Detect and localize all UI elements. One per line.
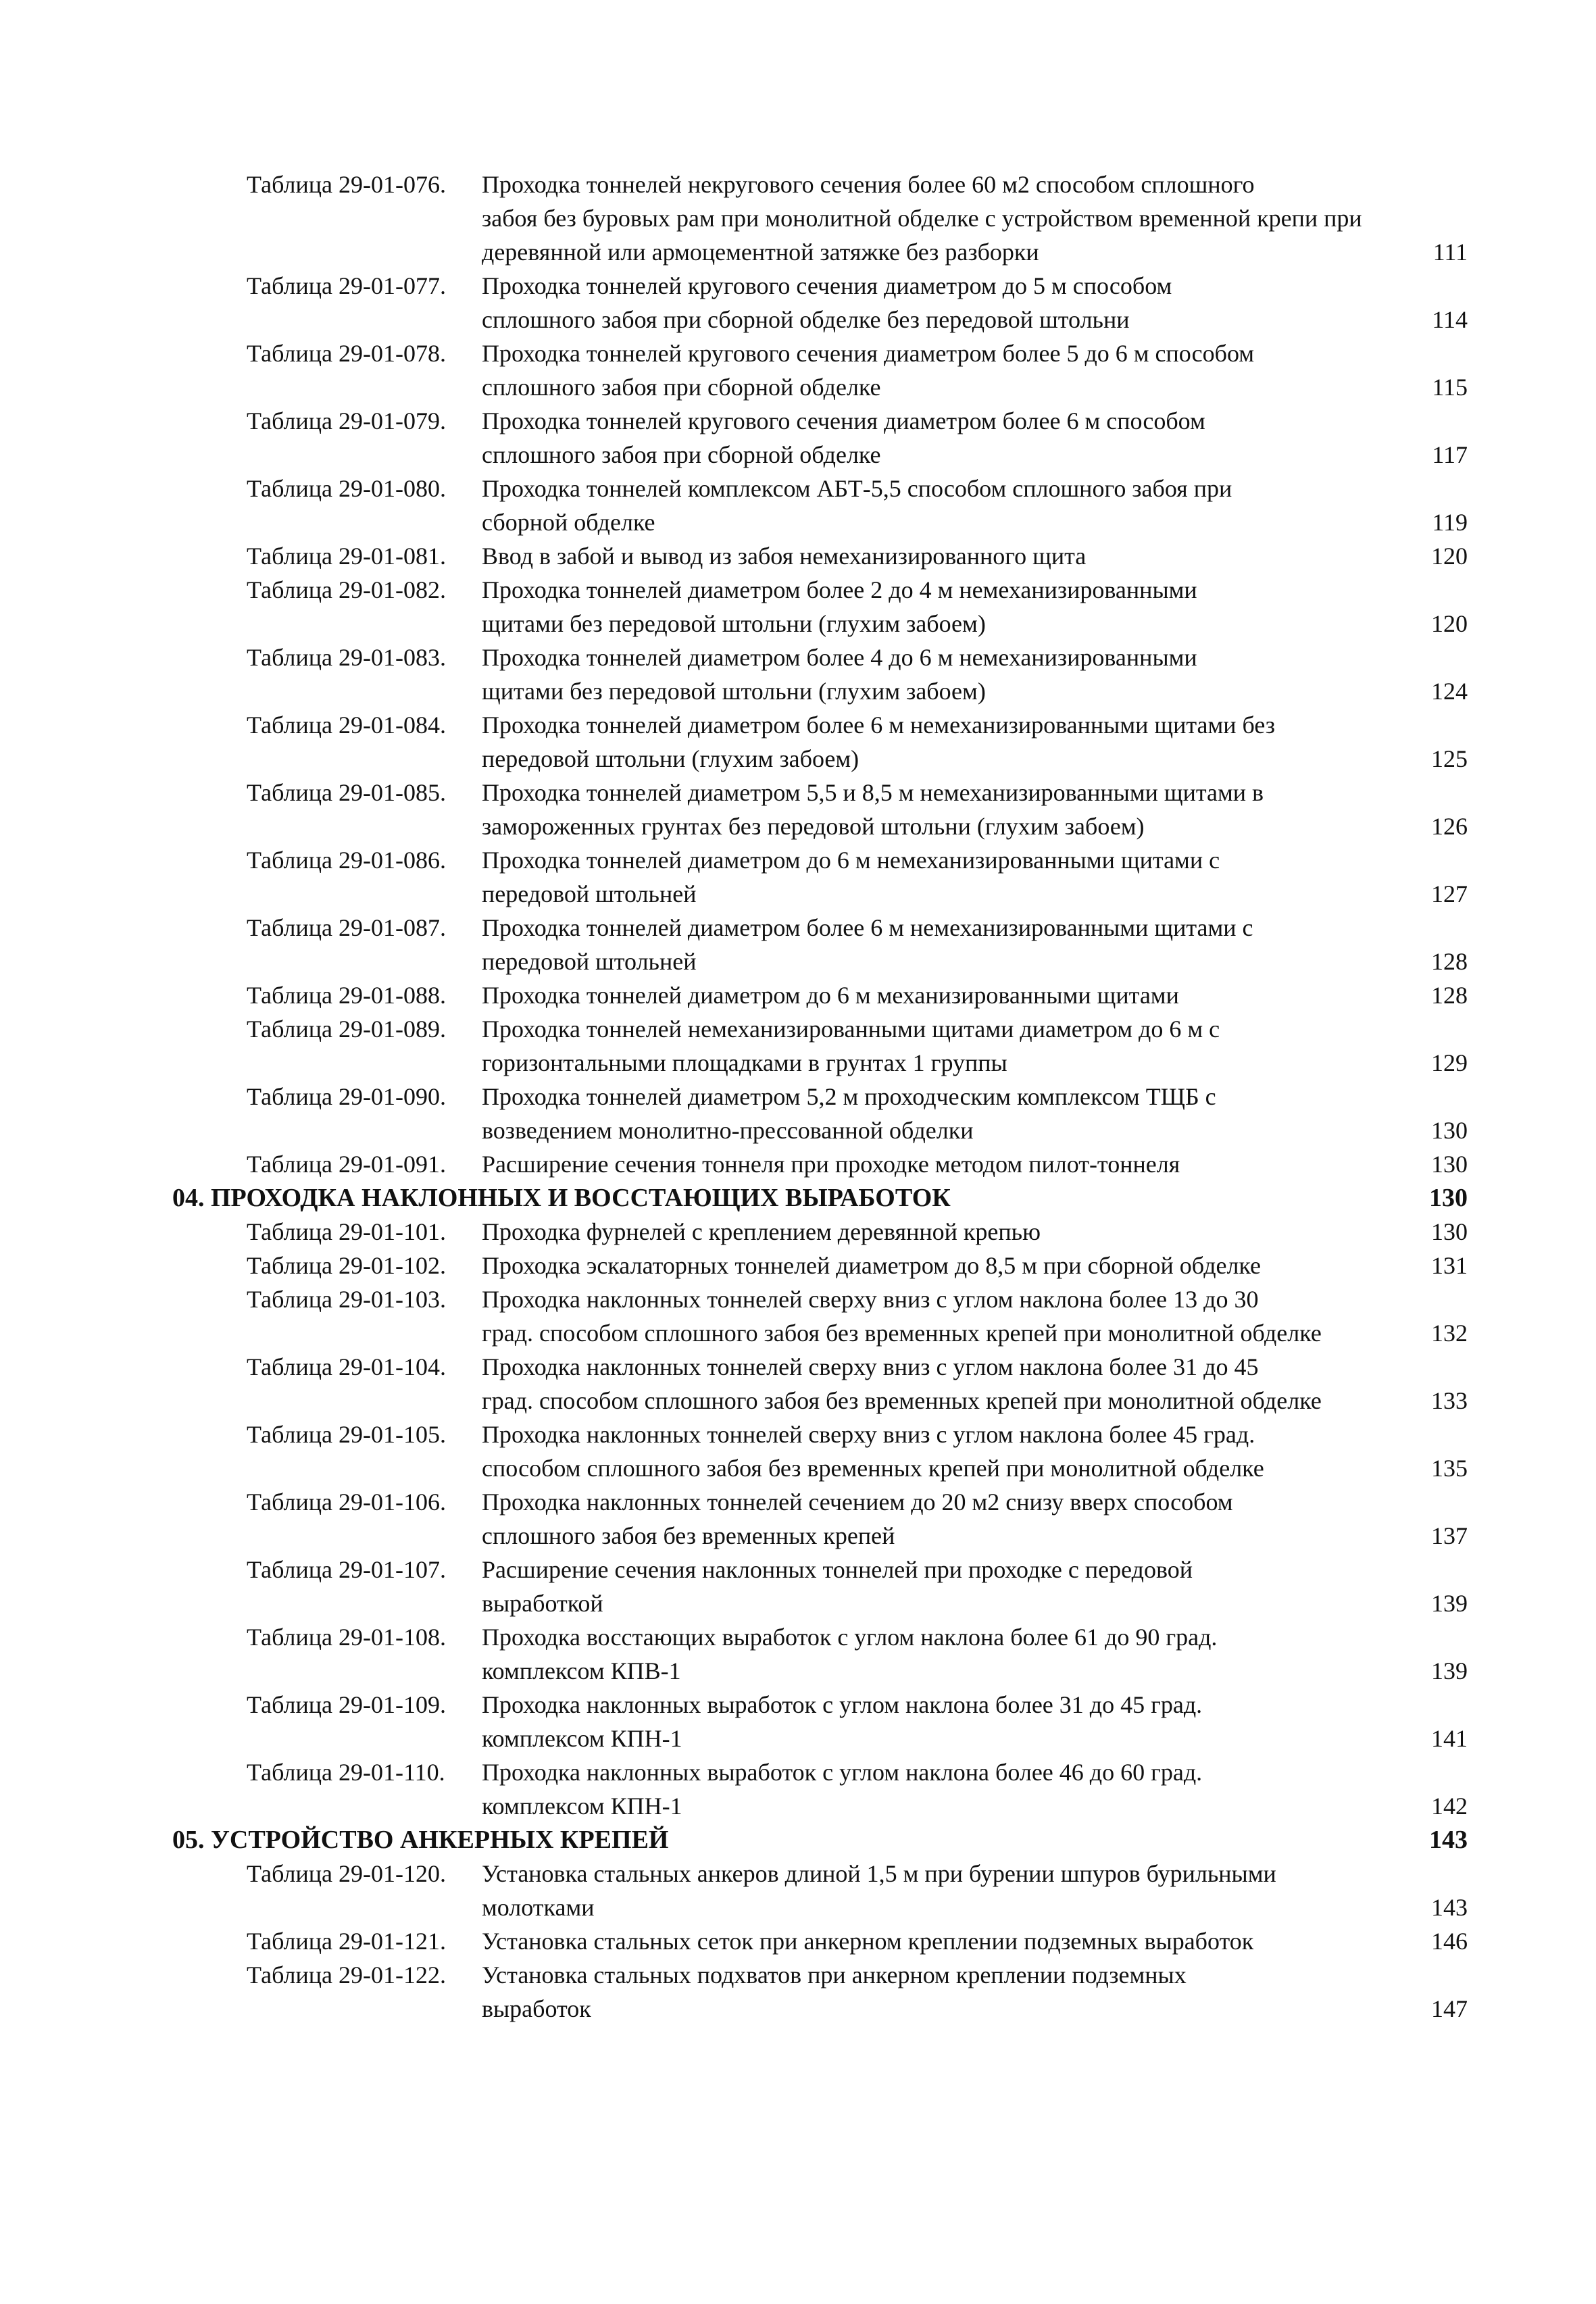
entry-title-line: Проходка тоннелей диаметром более 2 до 4 м немеханизированными: [482, 576, 1197, 603]
page-number: 124: [1431, 678, 1468, 705]
toc-entry: [0, 1080, 1596, 1147]
table-number-label: Таблица 29-01-106.: [247, 1488, 446, 1516]
table-number-label: Таблица 29-01-081.: [247, 543, 446, 570]
table-number-label: Таблица 29-01-105.: [247, 1421, 446, 1448]
entry-title-line: передовой штольней: [482, 880, 697, 907]
entry-title: [482, 1012, 1424, 1080]
table-number-label: Таблица 29-01-107.: [247, 1556, 446, 1583]
entry-title: [482, 1418, 1424, 1485]
section-page-number: 143: [1429, 1826, 1468, 1854]
entry-title-line: сплошного забоя при сборной обделке: [482, 441, 881, 468]
toc-entry: [0, 978, 1596, 1012]
entry-title-line: Проходка тоннелей кругового сечения диаметром более 5 до 6 м способом: [482, 340, 1255, 367]
table-number-label: Таблица 29-01-120.: [247, 1860, 446, 1887]
table-number-label: Таблица 29-01-087.: [247, 914, 446, 941]
entry-title: [482, 1147, 1424, 1181]
table-number-label: Таблица 29-01-122.: [247, 1961, 446, 1988]
toc-entry: [0, 1553, 1596, 1620]
toc-entry: [0, 1755, 1596, 1823]
toc-entry: [0, 1688, 1596, 1755]
entry-title: [482, 1688, 1424, 1755]
table-number-label: Таблица 29-01-084.: [247, 711, 446, 738]
page-number: 130: [1431, 1117, 1468, 1144]
page-number: 126: [1431, 813, 1468, 840]
entry-title-line: сплошного забоя при сборной обделке без передовой штольни: [482, 306, 1130, 333]
entry-title-line: Проходка тоннелей диаметром 5,2 м проходческим комплексом ТЩБ с: [482, 1083, 1216, 1110]
entry-title-line: Проходка тоннелей диаметром более 6 м немеханизированными щитами без: [482, 711, 1276, 738]
entry-title: [482, 1080, 1424, 1147]
entry-title: [482, 1857, 1424, 1924]
entry-title-line: Проходка тоннелей кругового сечения диаметром более 6 м способом: [482, 407, 1205, 434]
page-number: 119: [1432, 509, 1468, 536]
entry-title-line: Проходка тоннелей некругового сечения более 60 м2 способом сплошного: [482, 171, 1255, 198]
entry-title: [482, 1282, 1424, 1350]
entry-title: [482, 708, 1424, 776]
entry-title-line: Проходка тоннелей диаметром более 4 до 6 м немеханизированными: [482, 644, 1197, 671]
entry-title-line: выработкой: [482, 1590, 603, 1617]
toc-entry: [0, 404, 1596, 472]
entry-title: [482, 539, 1424, 573]
entry-title: [482, 911, 1424, 978]
table-number-label: Таблица 29-01-109.: [247, 1691, 446, 1718]
table-number-label: Таблица 29-01-076.: [247, 171, 446, 198]
toc-entry: [0, 1350, 1596, 1418]
page-number: 130: [1431, 1218, 1468, 1245]
page-number: 117: [1432, 441, 1468, 468]
entry-title: [482, 168, 1424, 269]
entry-title-line: Проходка тоннелей комплексом АБТ-5,5 способом сплошного забоя при: [482, 475, 1232, 502]
entry-title: [482, 843, 1424, 911]
table-number-label: Таблица 29-01-085.: [247, 779, 446, 806]
entry-title: [482, 1620, 1424, 1688]
toc-entry: [0, 1147, 1596, 1181]
page-number: 139: [1431, 1590, 1468, 1617]
table-number-label: Таблица 29-01-077.: [247, 272, 446, 299]
entry-title-line: Установка стальных подхватов при анкерном креплении подземных: [482, 1961, 1187, 1988]
table-number-label: Таблица 29-01-080.: [247, 475, 446, 502]
table-number-label: Таблица 29-01-108.: [247, 1624, 446, 1651]
entry-title-line: Проходка тоннелей диаметром до 6 м механизированными щитами: [482, 982, 1179, 1009]
entry-title: [482, 404, 1424, 472]
page-number: 120: [1431, 610, 1468, 637]
page-number: 139: [1431, 1657, 1468, 1684]
entry-title-line: молотками: [482, 1894, 595, 1921]
toc-entry: [0, 1857, 1596, 1924]
entry-title-line: возведением монолитно-прессованной обделки: [482, 1117, 974, 1144]
page-number: 135: [1431, 1455, 1468, 1482]
entry-title-line: сплошного забоя при сборной обделке: [482, 374, 881, 401]
table-number-label: Таблица 29-01-090.: [247, 1083, 446, 1110]
table-number-label: Таблица 29-01-091.: [247, 1151, 446, 1178]
page-number: 142: [1431, 1793, 1468, 1820]
entry-title-line: Проходка тоннелей диаметром 5,5 и 8,5 м немеханизированными щитами в: [482, 779, 1264, 806]
toc-entry: [0, 336, 1596, 404]
page-number: 114: [1432, 306, 1468, 333]
entry-title: [482, 1485, 1424, 1553]
page-number: 143: [1431, 1894, 1468, 1921]
table-number-label: Таблица 29-01-101.: [247, 1218, 446, 1245]
entry-title-line: Проходка тоннелей немеханизированными щитами диаметром до 6 м с: [482, 1016, 1220, 1043]
entry-title-line: Проходка наклонных тоннелей сверху вниз с углом наклона более 13 до 30: [482, 1286, 1259, 1313]
table-number-label: Таблица 29-01-088.: [247, 982, 446, 1009]
toc-entry: [0, 911, 1596, 978]
table-number-label: Таблица 29-01-079.: [247, 407, 446, 434]
table-number-label: Таблица 29-01-103.: [247, 1286, 446, 1313]
entry-title-line: Проходка наклонных тоннелей сверху вниз с углом наклона более 45 град.: [482, 1421, 1255, 1448]
page-number: 137: [1431, 1522, 1468, 1549]
entry-title-line: Проходка восстающих выработок с углом наклона более 61 до 90 град.: [482, 1624, 1218, 1651]
entry-title-line: Установка стальных анкеров длиной 1,5 м при бурении шпуров бурильными: [482, 1860, 1276, 1887]
entry-title-line: замороженных грунтах без передовой штольни (глухим забоем): [482, 813, 1145, 840]
entry-title-line: комплексом КПН-1: [482, 1725, 682, 1752]
entry-title-line: Проходка наклонных тоннелей сечением до 20 м2 снизу вверх способом: [482, 1488, 1233, 1516]
entry-title: [482, 1958, 1424, 2026]
table-number-label: Таблица 29-01-104.: [247, 1353, 446, 1380]
page-number: 130: [1431, 1151, 1468, 1178]
page-number: 133: [1431, 1387, 1468, 1414]
page-number: 147: [1431, 1995, 1468, 2022]
entry-title-line: Проходка фурнелей с креплением деревянной крепью: [482, 1218, 1041, 1245]
entry-title-line: Установка стальных сеток при анкерном креплении подземных выработок: [482, 1928, 1254, 1955]
entry-title: [482, 1350, 1424, 1418]
toc-entry: [0, 708, 1596, 776]
toc-entry: [0, 1924, 1596, 1958]
entry-title-line: сборной обделке: [482, 509, 655, 536]
entry-title: [482, 269, 1424, 336]
entry-title-line: Проходка тоннелей диаметром до 6 м немеханизированными щитами с: [482, 847, 1220, 874]
table-number-label: Таблица 29-01-083.: [247, 644, 446, 671]
toc-entry: [0, 843, 1596, 911]
entry-title-line: Расширение сечения тоннеля при проходке методом пилот-тоннеля: [482, 1151, 1180, 1178]
entry-title: [482, 573, 1424, 641]
toc-entry: [0, 1958, 1596, 2026]
entry-title: [482, 336, 1424, 404]
table-number-label: Таблица 29-01-078.: [247, 340, 446, 367]
table-number-label: Таблица 29-01-110.: [247, 1759, 445, 1786]
entry-title: [482, 1249, 1424, 1282]
entry-title: [482, 1924, 1424, 1958]
entry-title-line: Проходка наклонных выработок с углом наклона более 46 до 60 град.: [482, 1759, 1203, 1786]
entry-title-line: град. способом сплошного забоя без временных крепей при монолитной обделке: [482, 1320, 1322, 1347]
entry-title-line: Проходка наклонных выработок с углом наклона более 31 до 45 град.: [482, 1691, 1203, 1718]
entry-title: [482, 978, 1424, 1012]
entry-title-line: деревянной или армоцементной затяжке без разборки: [482, 239, 1039, 266]
entry-title-line: Проходка тоннелей кругового сечения диаметром до 5 м способом: [482, 272, 1172, 299]
section-page-number: 130: [1429, 1184, 1468, 1212]
entry-title: [482, 472, 1424, 539]
toc-entry: [0, 472, 1596, 539]
entry-title-line: щитами без передовой штольни (глухим забоем): [482, 678, 986, 705]
section-heading: [0, 1823, 1596, 1857]
entry-title-line: передовой штольни (глухим забоем): [482, 745, 859, 772]
table-number-label: Таблица 29-01-121.: [247, 1928, 446, 1955]
section-title: 05. УСТРОЙСТВО АНКЕРНЫХ КРЕПЕЙ: [172, 1826, 669, 1854]
entry-title-line: Ввод в забой и вывод из забоя немеханизированного щита: [482, 543, 1087, 570]
page-number: 125: [1431, 745, 1468, 772]
page-number: 127: [1431, 880, 1468, 907]
entry-title: [482, 776, 1424, 843]
page-number: 120: [1431, 543, 1468, 570]
entry-title-line: Проходка тоннелей диаметром более 6 м немеханизированными щитами с: [482, 914, 1253, 941]
toc-entry: [0, 1249, 1596, 1282]
entry-title: [482, 641, 1424, 708]
table-number-label: Таблица 29-01-086.: [247, 847, 446, 874]
page-number: 131: [1431, 1252, 1468, 1279]
entry-title-line: град. способом сплошного забоя без временных крепей при монолитной обделке: [482, 1387, 1322, 1414]
toc-entry: [0, 641, 1596, 708]
entry-title-line: Проходка эскалаторных тоннелей диаметром до 8,5 м при сборной обделке: [482, 1252, 1262, 1279]
section-title: 04. ПРОХОДКА НАКЛОННЫХ И ВОССТАЮЩИХ ВЫРАБОТОК: [172, 1184, 951, 1212]
entry-title-line: выработок: [482, 1995, 591, 2022]
table-number-label: Таблица 29-01-089.: [247, 1016, 446, 1043]
toc-entry: [0, 168, 1596, 269]
toc-entry: [0, 776, 1596, 843]
entry-title: [482, 1553, 1424, 1620]
entry-title-line: комплексом КПН-1: [482, 1793, 682, 1820]
section-heading: [0, 1181, 1596, 1215]
page-number: 132: [1431, 1320, 1468, 1347]
entry-title-line: сплошного забоя без временных крепей: [482, 1522, 895, 1549]
entry-title-line: щитами без передовой штольни (глухим забоем): [482, 610, 986, 637]
page-number: 128: [1431, 948, 1468, 975]
toc-entry: [0, 573, 1596, 641]
toc-entry: [0, 1418, 1596, 1485]
page-number: 115: [1432, 374, 1468, 401]
page-number: 111: [1432, 239, 1468, 266]
toc-entry: [0, 1620, 1596, 1688]
page-number: 141: [1431, 1725, 1468, 1752]
table-number-label: Таблица 29-01-102.: [247, 1252, 446, 1279]
table-number-label: Таблица 29-01-082.: [247, 576, 446, 603]
toc-entry: [0, 1215, 1596, 1249]
toc-entry: [0, 1282, 1596, 1350]
toc-entry: [0, 1012, 1596, 1080]
toc-entry: [0, 1485, 1596, 1553]
entry-title-line: Проходка наклонных тоннелей сверху вниз с углом наклона более 31 до 45: [482, 1353, 1259, 1380]
toc-entry: [0, 539, 1596, 573]
page-number: 146: [1431, 1928, 1468, 1955]
entry-title-line: передовой штольней: [482, 948, 697, 975]
toc-entry: [0, 269, 1596, 336]
entry-title-line: забоя без буровых рам при монолитной обделке с устройством временной крепи при: [482, 205, 1362, 232]
entry-title-line: комплексом КПВ-1: [482, 1657, 681, 1684]
entry-title: [482, 1215, 1424, 1249]
entry-title-line: Расширение сечения наклонных тоннелей при проходке с передовой: [482, 1556, 1193, 1583]
page-number: 128: [1431, 982, 1468, 1009]
entry-title-line: способом сплошного забоя без временных крепей при монолитной обделке: [482, 1455, 1264, 1482]
entry-title: [482, 1755, 1424, 1823]
entry-title-line: горизонтальными площадками в грунтах 1 группы: [482, 1049, 1007, 1076]
page-number: 129: [1431, 1049, 1468, 1076]
